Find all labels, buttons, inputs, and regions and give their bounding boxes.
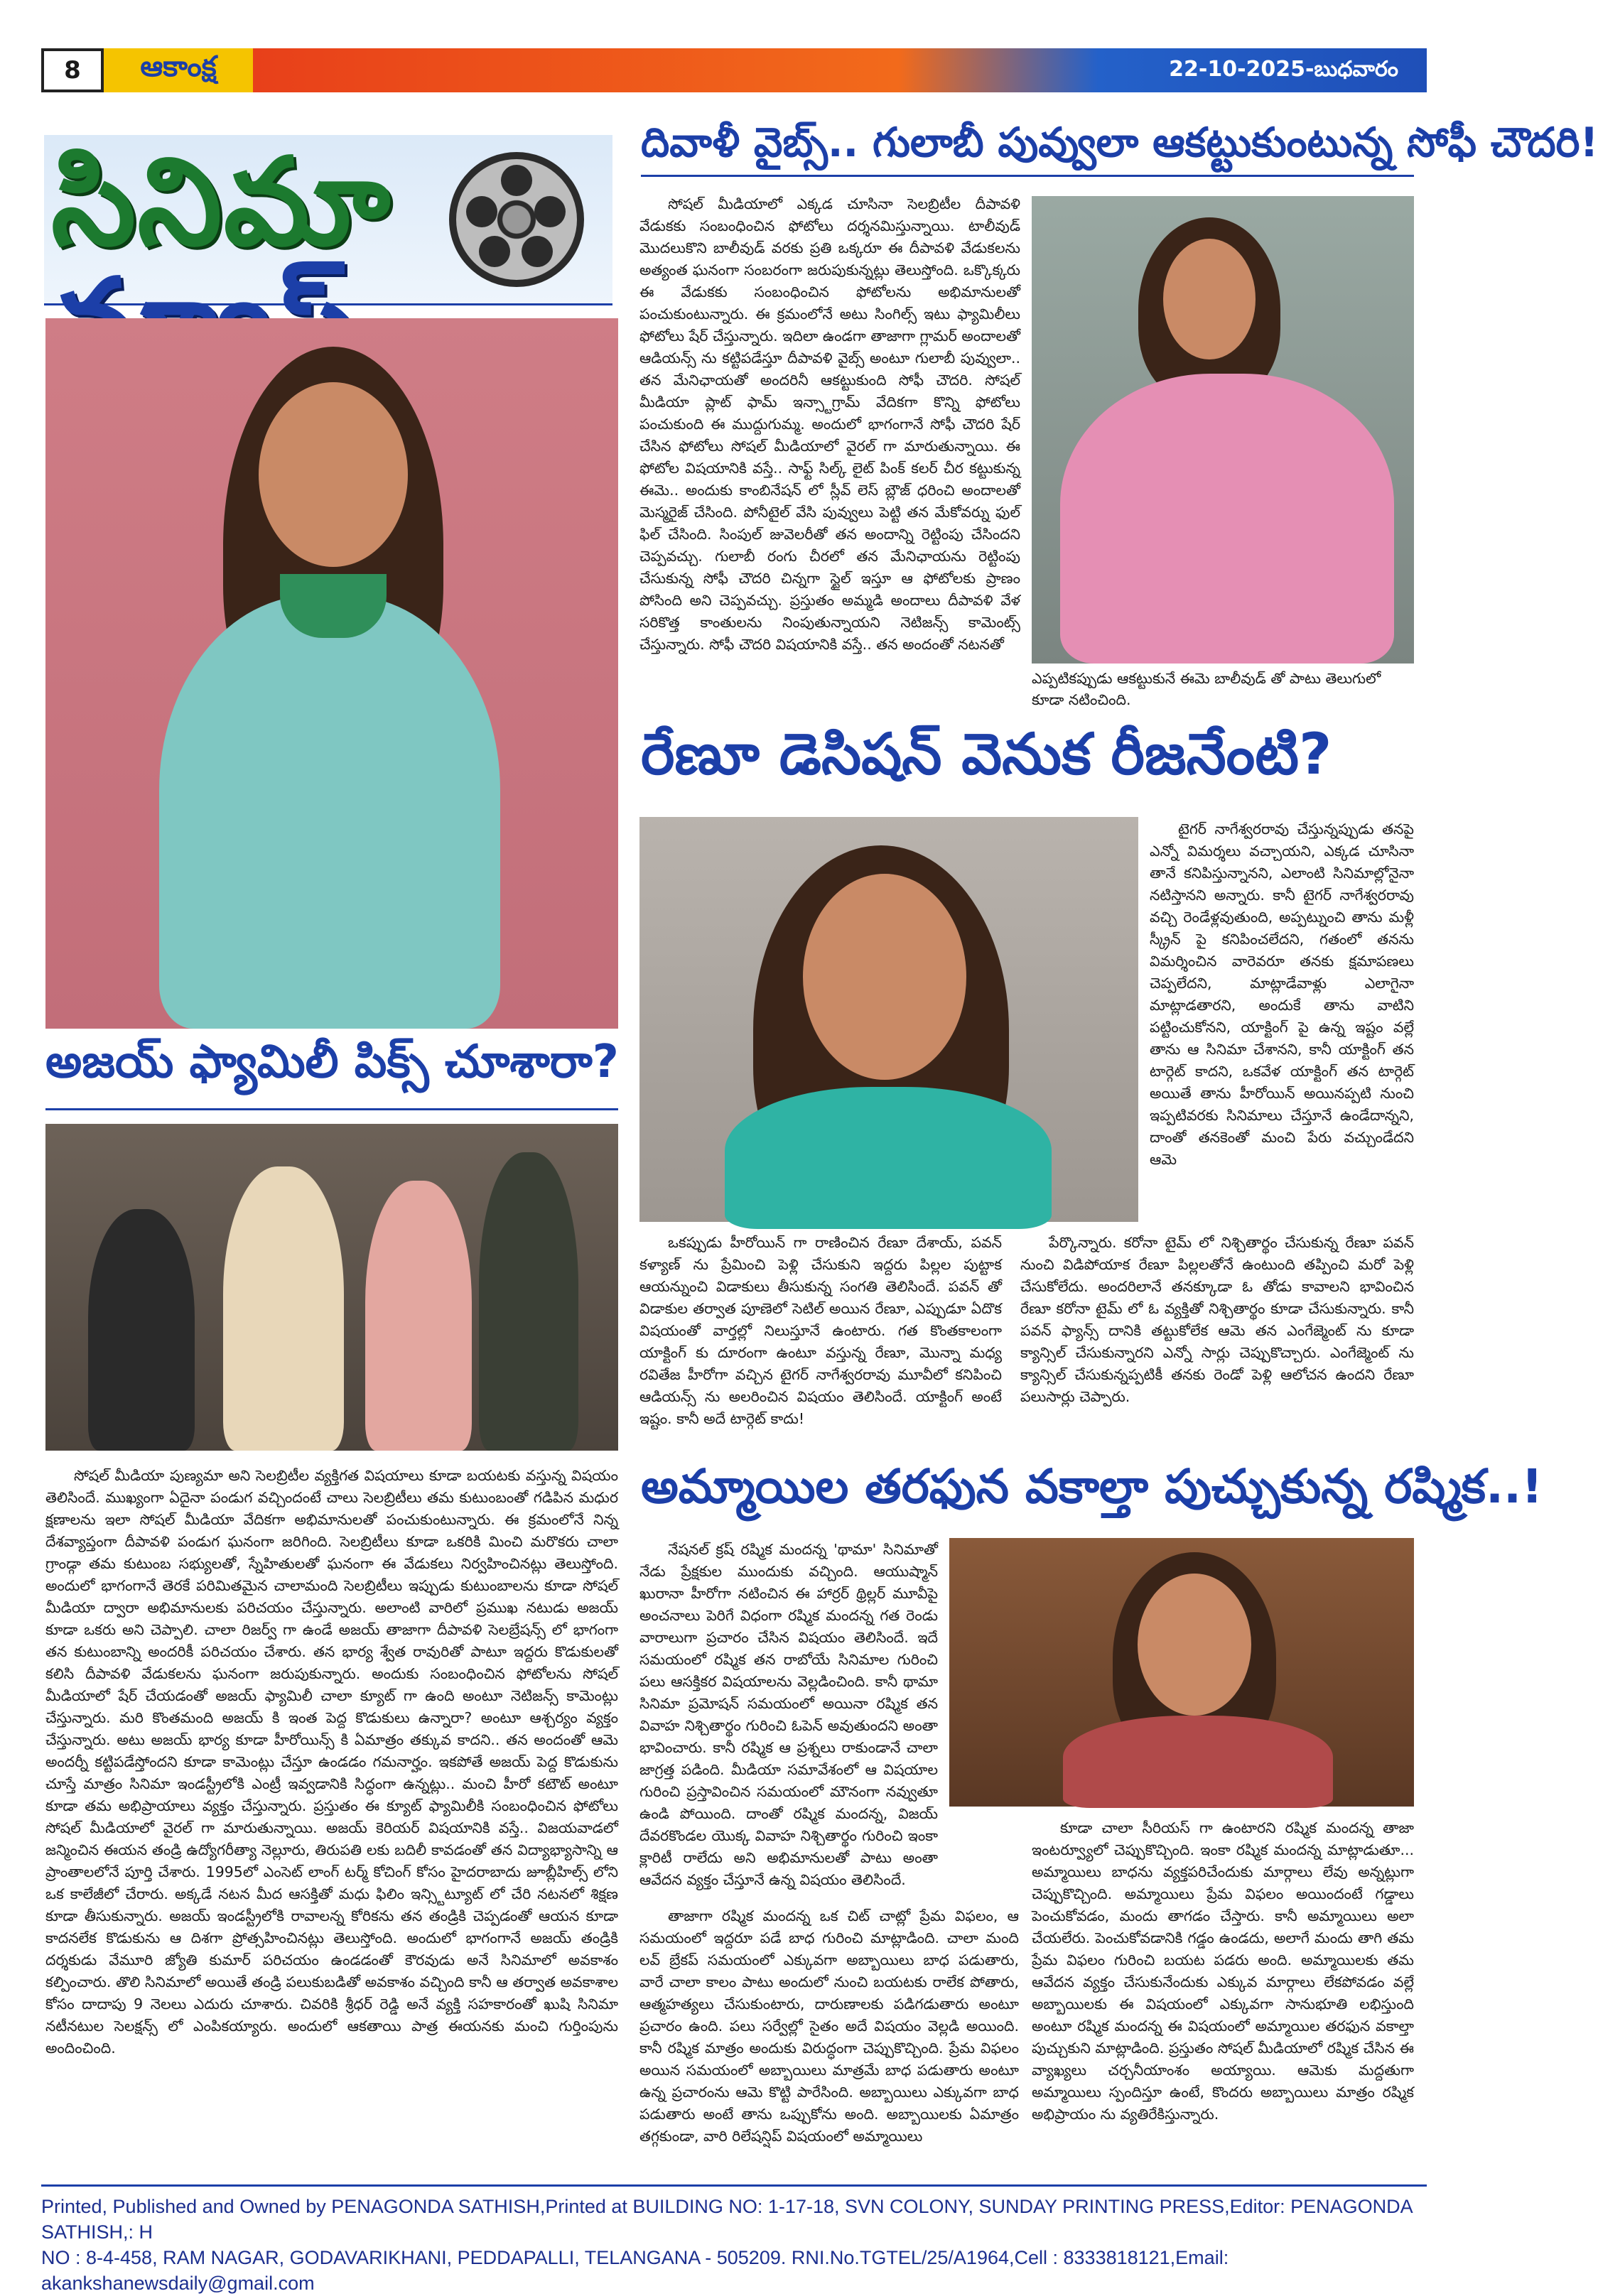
imprint-footer (41, 2184, 1427, 2296)
article-rashmika-right-col (1032, 1817, 1414, 2126)
paragraph: తాజాగా రష్మిక మందన్న ఒక చిట్ చాట్లో ప్రేమ విఫలం, ఆ సమయంలో ఇద్దరూ పడే బాధ గురించి మాట్లాడింది. చాలా మంది లవ్ బ్రేకప్ సమయంలో ఎక్కువగా అబ్బాయిలు బాధ పడుతారు, వారే చాలా కాలం పాటు అందులో నుంచి బయటకు రాలేక పోతారు, ఆత్మహత్యలు చేసుకుంటారు, దారుణాలకు పడిగడుతారు అంటూ ప్రచారం ఉంది. పలు సర్వేల్లో సైతం అదే విషయం వెల్లడి అయింది. కానీ రష్మిక మాత్రం అందుకు విరుద్ధంగా చెప్పుకొచ్చింది. ప్రేమ విఫలం అయిన సమయంలో అబ్బాయిలు మాత్రమే బాధ పడుతారు అంటూ ఉన్న ప్రచారంను ఆమె కొట్టి పారేసింది. అబ్బాయిలు ఎక్కువగా బాధ పడుతారు అంటే తాను ఒప్పుకోను అంది. అబ్బాయిలకు ఏమాత్రం తగ్గకుండా, వారి రిలేషన్షిప్ విషయంలో అమ్మాయిలు (639, 1907, 1019, 2145)
imprint-line-1: Printed, Published and Owned by PENAGONDA SATHISH,Printed at BUILDING NO: 1-17-18, SVN COLONY, SUNDAY PRINTING PRESS,Editor: PENAGONDA SATHISH,: H (41, 2196, 1413, 2243)
article-renu-right-col (1150, 818, 1414, 1171)
headline-renu: రేణూ డెసిషన్ వెనుక రీజనేంటి? (641, 721, 1332, 787)
actress-photo-saree (949, 1538, 1414, 1807)
article-rashmika-intro (639, 1539, 938, 1891)
paragraph: సోషల్ మీడియా పుణ్యమా అని సెలబ్రిటీల వ్యక్తిగత విషయాలు కూడా బయటకు వస్తున్న విషయం తెలిసిందే. ముఖ్యంగా ఏదైనా పండుగ వచ్చిందంటే చాలు సెలబ్రిటీలు తమ కుటుంబంతో గడిపిన మధుర క్షణాలను ఇలా సోషల్ మీడియా వేదికగా అభిమానులతో పంచుకుంటున్నారు. ఈ క్రమంలోనే నిన్న దేశవ్యాప్తంగా దీపావళి పండుగ ఘనంగా జరిగింది. సెలబ్రిటీలు కూడా ఒకరికి మించి మరొకరు చాలా గ్రాండ్గా తమ కుటుంబ సభ్యులతో, స్నేహితులతో ఘనంగా ఈ వేడుకలు నిర్వహించినట్లు తెలుస్తోంది. అందులో భాగంగానే తెరకే పరిమితమైన చాలామంది సెలబ్రిటీలు ఇప్పుడు కుటుంబాలను కూడా సోషల్ మీడియా ద్వారా అభిమానులకు పరిచయం చేస్తున్నారు. అలాంటి వారిలో ప్రముఖ నటుడు అజయ్ కూడా ఒకరు అని చెప్పాలి. చాలా రిజర్వ్ గా ఉండే అజయ్ తాజాగా దీపావళి సెలబ్రేషన్స్ లో భాగంగా తన కుటుంబాన్ని అందరికీ పరిచయం చేశారు. తన భార్య శ్వేత రావురితో పాటూ ఇద్దరు కొడుకులతో కలిసి దీపావళి వేడుకలను ఘనంగా జరుపుకున్నారు. అందుకు సంబంధించిన ఫోటోలను సోషల్ మీడియాలో షేర్ చేయడంతో అజయ్ ఫ్యామిలీ చాలా క్యూట్ గా ఉంది అంటూ నెటిజన్స్ కామెంట్లు చేస్తున్నారు. మరి కొంతమంది అజయ్ కి ఇంత పెద్ద కొడుకులు ఉన్నారా? అంటూ ఆశ్చర్యం వ్యక్తం చేస్తున్నారు. అటు అజయ్ భార్య కూడా హీరోయిన్స్ కి ఏమాత్రం తక్కువ కాదని.. తన అందంతో ఆమె అందర్నీ కట్టిపడేస్తోందని కూడా కామెంట్లు చేస్తూ ఉండడం గమనార్హం. ఇకపోతే అజయ్ పెద్ద కొడుకును చూస్తే మాత్రం సినిమా ఇండస్ట్రీలోకి ఎంట్రీ ఇవ్వడానికి సిద్ధంగా ఉన్నట్లు.. మంచి హీరో కటౌట్ అంటూ కూడా తమ అభిప్రాయాలు వ్యక్తం చేస్తున్నారు. ప్రస్తుతం ఈ క్యూట్ ఫ్యామిలీకి సంబంధించిన ఫోటోలు సోషల్ మీడియాలో వైరల్ గా మారుతున్నాయి. అజయ్ కెరియర్ విషయానికి వస్తే.. విజయవాడలో జన్మించిన ఈయన తండ్రి ఉద్యోగరీత్యా నెల్లూరు, తిరుపతి లకు బదిలీ కావడంతో తన విద్యాభ్యాసాన్ని ఆ ప్రాంతాలలోనే పూర్తి చేశారు. 1995లో ఎంసెట్ లాంగ్ టర్మ్ కోచింగ్ కోసం హైదరాబాదు జూబ్లీహిల్స్ లోని ఒక కాలేజీలో చేరారు. అక్కడే నటన మీద ఆసక్తితో మధు ఫిలిం ఇన్స్టిట్యూట్ లో చేరి నటనలో శిక్షణ కూడా తీసుకున్నారు. అజయ్ ఇండస్ట్రీలోకి రావాలన్న కోరికను తన తండ్రికి చెప్పడంతో ఆయన కూడా కాదనలేక కొడుకును ఆ దిశగా ప్రోత్సహించినట్లు తెలుస్తోంది. అందులో భాగంగానే అజయ్ తండ్రికి దర్శకుడు వేమూరి జ్యోతి కుమార్ పరిచయం ఉండడంతో కౌరవుడు అనే సినిమాలో అవకాశం కల్పించారు. తొలి సినిమాలో అయితే తండ్రి పలుకుబడితో అవకాశం వచ్చింది కానీ ఆ తర్వాత అవకాశాల కోసం దాదాపు 9 నెలలు ఎదురు చూశారు. చివరికి శ్రీధర్ రెడ్డి అనే వ్యక్తి సహకారంతో ఖుషి సినిమా నటీనటుల సెలక్షన్స్ లో ఎంపికయ్యారు. అందులో ఆకతాయి పాత్ర ఈయనకు మంచి గుర్తింపును అందించింది. (45, 1467, 618, 2057)
paragraph: సోషల్ మీడియాలో ఎక్కడ చూసినా సెలబ్రిటీల దీపావళి వేడుకకు సంబంధించిన ఫోటోలు దర్శనమిస్తున్నాయి. టాలీవుడ్ మొదలుకొని బాలీవుడ్ వరకు ప్రతి ఒక్కరూ ఈ దీపావళి వేడుకలను అత్యంత ఘనంగా సంబరంగా జరుపుకున్నట్లు తెలుస్తోంది. ఒక్కొక్కరు ఈ వేడుకకు సంబంధించిన ఫోటోలను అభిమానులతో పంచుకుంటున్నారు. ఈ క్రమంలోనే అటు సింగిల్స్ ఇటు ఫ్యామిలీలు ఫోటోలు షేర్ చేస్తున్నారు. ఇదిలా ఉండగా తాజాగా గ్లామర్ అందాలతో ఆడియన్స్ ను కట్టిపడేస్తూ దీపావళి వైబ్స్ అంటూ గులాబీ పువ్వులా.. తన మేనిఛాయతో అందరినీ ఆకట్టుకుంది సోఫీ చౌదరి. సోషల్ మీడియా ప్లాట్ ఫామ్ ఇన్స్టాగ్రామ్ వేదికగా కొన్ని ఫోటోలు పంచుకుంది ఈ ముద్దుగుమ్మ. అందులో భాగంగానే సోఫీ చౌదరి షేర్ చేసిన ఫోటోలు సోషల్ మీడియాలో వైరల్ గా మారుతున్నాయి. ఈ ఫోటోల విషయానికి వస్తే.. సాఫ్ట్ సిల్క్ లైట్ పింక్ కలర్ చీర కట్టుకున్న ఈమె.. అందుకు కాంబినేషన్ లో స్లీవ్ లెస్ బ్లౌజ్ ధరించి అందాలతో మెస్మరైజ్ చేసింది. పోనీటైల్ వేసి పువ్వులు పెట్టి తన మేకోవర్ను ఫుల్ ఫిల్ చేసింది. సింపుల్ జువెలరీతో తన అందాన్ని రెట్టింపు చేసిందని చెప్పవచ్చు. గులాబీ రంగు చీరలో తన మేనిఛాయను రెట్టింపు చేసుకున్న సోఫీ చౌదరి చిన్నగా స్టైల్ ఇస్తూ ఆ ఫోటోలకు ప్రాణం పోసింది అని చెప్పవచ్చు. ప్రస్తుతం అమ్మడి అందాలు దీపావళి వేళ సరికొత్త కాంతులను నింపుతున్నాయని నెటిజన్స్ కామెంట్స్ చేస్తున్నారు. సోఫీ చౌదరి విషయానికి వస్తే.. తన అందంతో నటనతో (639, 195, 1020, 653)
actress-photo-pink-saree (1032, 196, 1414, 664)
actress-photo-smiling (639, 817, 1138, 1222)
headline-sophie: దివాళీ వైబ్స్.. గులాబీ పువ్వులా ఆకట్టుకుంటున్న సోఫీ చౌదరి! (641, 119, 1598, 166)
headline-ajay: అజయ్ ఫ్యామిలీ పిక్స్ చూశారా? (45, 1036, 619, 1088)
paragraph: ఒకప్పుడు హీరోయిన్ గా రాణించిన రేణూ దేశాయ్, పవన్ కళ్యాణ్ ను ప్రేమించి పెళ్లి చేసుకుని ఇద్దరు పిల్లల పుట్టాక ఆయన్నుంచి విడాకులు తీసుకున్న సంగతి తెలిసిందే. పవన్ తో విడాకుల తర్వాత పూణెలో సెటిల్ అయిన రేణూ, ఎప్పుడూ ఏదొక విషయంతో వార్తల్లో నిలుస్తూనే ఉంటారు. గత కొంతకాలంగా యాక్టింగ్ కు దూరంగా ఉంటూ వస్తున్న రేణూ, మొన్నా మధ్య రవితేజ హీరోగా వచ్చిన టైగర్ నాగేశ్వరరావు మూవీలో కనిపించి ఆడియన్స్ ను అలరించిన విషయం తెలిసిందే. యాక్టింగ్ అంటే ఇష్టం. కానీ అదే టార్గెట్ కాదు! (639, 1234, 1002, 1427)
paragraph: నేషనల్ క్రష్ రష్మిక మందన్న 'థామా' సినిమాతో నేడు ప్రేక్షకుల ముందుకు వచ్చింది. ఆయుష్మాన్ ఖురానా హీరోగా నటించిన ఈ హార్రర్ థ్రిల్లర్ మూవీపై అంచనాలు పెరిగే విధంగా రష్మిక మందన్న గత రెండు వారాలుగా ప్రచారం చేసిన విషయం తెలిసిందే. ఇదే సమయంలో రష్మిక తన రాబోయే సినిమాల గురించి పలు ఆసక్తికర విషయాలను వెల్లడించింది. కానీ థామా సినిమా ప్రమోషన్ సమయంలో అయినా రష్మిక తన వివాహ నిశ్చితార్థం గురించి ఓపెన్ అవుతుందని అంతా భావించారు. కానీ రష్మిక ఆ ప్రశ్నలు రాకుండానే చాలా జాగ్రత్త పడింది. మీడియా సమావేశంలో ఆ విషయాల గురించి ప్రస్తావించిన సమయంలో మౌనంగా నవ్వుతూ ఉండి పోయింది. దాంతో రష్మిక మందన్న, విజయ్ దేవరకొండల యొక్క వివాహ నిశ్చితార్థం గురించి ఇంకా క్లారిటీ రాలేదు అని అభిమానులతో పాటు అంతా ఆవేదన వ్యక్తం చేస్తూనే ఉన్న విషయం తెలిసిందే. (639, 1541, 938, 1888)
article-renu-mid-col (1020, 1232, 1414, 1408)
headline-rashmika: అమ్మాయిల తరఫున వకాల్తా పుచ్చుకున్న రష్మిక..! (641, 1459, 1543, 1514)
headline-rule (45, 1108, 618, 1110)
photo-caption-sophie: ఎప్పటికప్పుడు ఆకట్టుకునే ఈమె బాలీవుడ్ తో పాటు తెలుగులో కూడా నటించింది. (1032, 670, 1381, 708)
article-ajay-body (45, 1465, 618, 2059)
issue-date: 22-10-2025-బుధవారం (1169, 57, 1398, 82)
masthead (41, 48, 1427, 92)
paragraph: టైగర్ నాగేశ్వరరావు చేస్తున్నప్పుడు తనపై ఎన్నో విమర్శలు వచ్చాయని, ఎక్కడ చూసినా తానే కనిపిస్తున్నానని, ఎలాంటి సినిమాల్లోనైనా నటిస్తానని అన్నారు. కానీ టైగర్ నాగేశ్వరరావు వచ్చి రెండేళ్లవుతుంది, అప్పట్నుంచి తాను మళ్లీ స్క్రీన్ పై కనిపించలేదని, గతంలో తనను విమర్శించిన వారెవరూ తనకు క్షమాపణలు చెప్పలేదని, మాట్లాడేవాళ్లు ఎలాగైనా మాట్లాడతారని, అందుకే తాను వాటిని పట్టించుకోనని, యాక్టింగ్ పై ఉన్న ఇష్టం వల్లే తాను ఆ సినిమా చేశానని, కానీ యాక్టింగ్ తన టార్గెట్ కాదని, ఒకవేళ యాక్టింగ్ తన టార్గెట్ అయితే తాను హీరోయిన్ అయినప్పటి నుంచి ఇప్పటివరకు సినిమాలు చేస్తూనే ఉండేదాన్నని, దాంతో తనకెంతో మంచి పేరు వచ్చుండేదని ఆమె (1150, 821, 1414, 1168)
actress-photo-pink-background (45, 318, 618, 1029)
headline-rule (641, 175, 1414, 177)
masthead-band (253, 48, 1427, 92)
article-renu-left-col (639, 1232, 1002, 1430)
section-title-part1: సినిమా (51, 132, 392, 273)
section-banner (44, 132, 612, 305)
imprint-line-2: NO : 8-4-458, RAM NAGAR, GODAVARIKHANI, PEDDAPALLI, TELANGANA - 505209. RNI.No.TGTEL/25/A1964,Cell : 8333818121,Email: akankshanewsdaily@gmail.com (41, 2247, 1229, 2294)
paragraph: పేర్కొన్నారు. కరోనా టైమ్ లో నిశ్చితార్థం చేసుకున్న రేణూ పవన్ నుంచి విడిపోయాక రేణూ పిల్లలతోనే ఉంటుంది తప్పించి మరో పెళ్లి చేసుకోలేదు. అందరిలానే తనక్కూడా ఓ తోడు కావాలని భావించిన రేణూ కరోనా టైమ్ లో ఓ వ్యక్తితో నిశ్చితార్థం కూడా చేసుకున్నారు. కానీ పవన్ ఫ్యాన్స్ దానికి తట్టుకోలేక ఆమె తన ఎంగేజ్మెంట్ ను కూడా క్యాన్సిల్ చేసుకున్నారని ఎన్నో సార్లు చెప్పుకొచ్చారు. ఎంగేజ్మెంట్ ను క్యాన్సిల్ చేసుకున్నప్పటికీ తనకు రెండో పెళ్లి ఆలోచన ఉందని రేణూ పలుసార్లు చెప్పారు. (1020, 1234, 1414, 1405)
paragraph: కూడా చాలా సీరియస్ గా ఉంటారని రష్మిక మందన్న తాజా ఇంటర్వ్యూలో చెప్పుకొచ్చింది. ఇంకా రష్మిక మందన్న మాట్లాడుతూ... అమ్మాయిలు బాధను వ్యక్తపరిచేందుకు మార్గాలు లేవు అన్నట్లుగా చెప్పుకొచ్చింది. అమ్మాయిలు ప్రేమ విఫలం అయిందంటే గడ్డాలు పెంచుకోవడం, మందు తాగడం చేస్తారు. కానీ అమ్మాయిలు అలా చేయలేరు. పెంచుకోవడానికి గడ్డం ఉండదు, అలాగే మందు తాగి తమ ప్రేమ విఫలం గురించి బయట పడరు అంది. అమ్మాయిలకు తమ ఆవేదన వ్యక్తం చేసుకునేందుకు ఎక్కువ మార్గాలు లేకపోవడం వల్లే అబ్బాయిలకు ఈ విషయంలో ఎక్కువగా సానుభూతి లభిస్తుంది అంటూ రష్మిక మందన్న ఈ విషయంలో అమ్మాయిల తరఫున వకాల్తా పుచ్చుకుని మాట్లాడింది. ప్రస్తుతం సోషల్ మీడియాలో రష్మిక చేసిన ఈ వ్యాఖ్యలు చర్చనీయాంశం అయ్యాయి. ఆమెకు మద్దతుగా అమ్మాయిలు స్పందిస్తూ ఉంటే, కొందరు అబ్బాయిలు మాత్రం రష్మిక అభిప్రాయం ను వ్యతిరేకిస్తున్నారు. (1032, 1819, 1414, 2123)
newspaper-logo: ఆకాంక్ష (104, 48, 253, 92)
article-sophie-body (639, 193, 1020, 656)
page-number: 8 (41, 48, 104, 92)
family-diwali-photo (45, 1124, 618, 1451)
film-reel-icon (449, 152, 584, 287)
article-rashmika-left-col (639, 1905, 1019, 2148)
